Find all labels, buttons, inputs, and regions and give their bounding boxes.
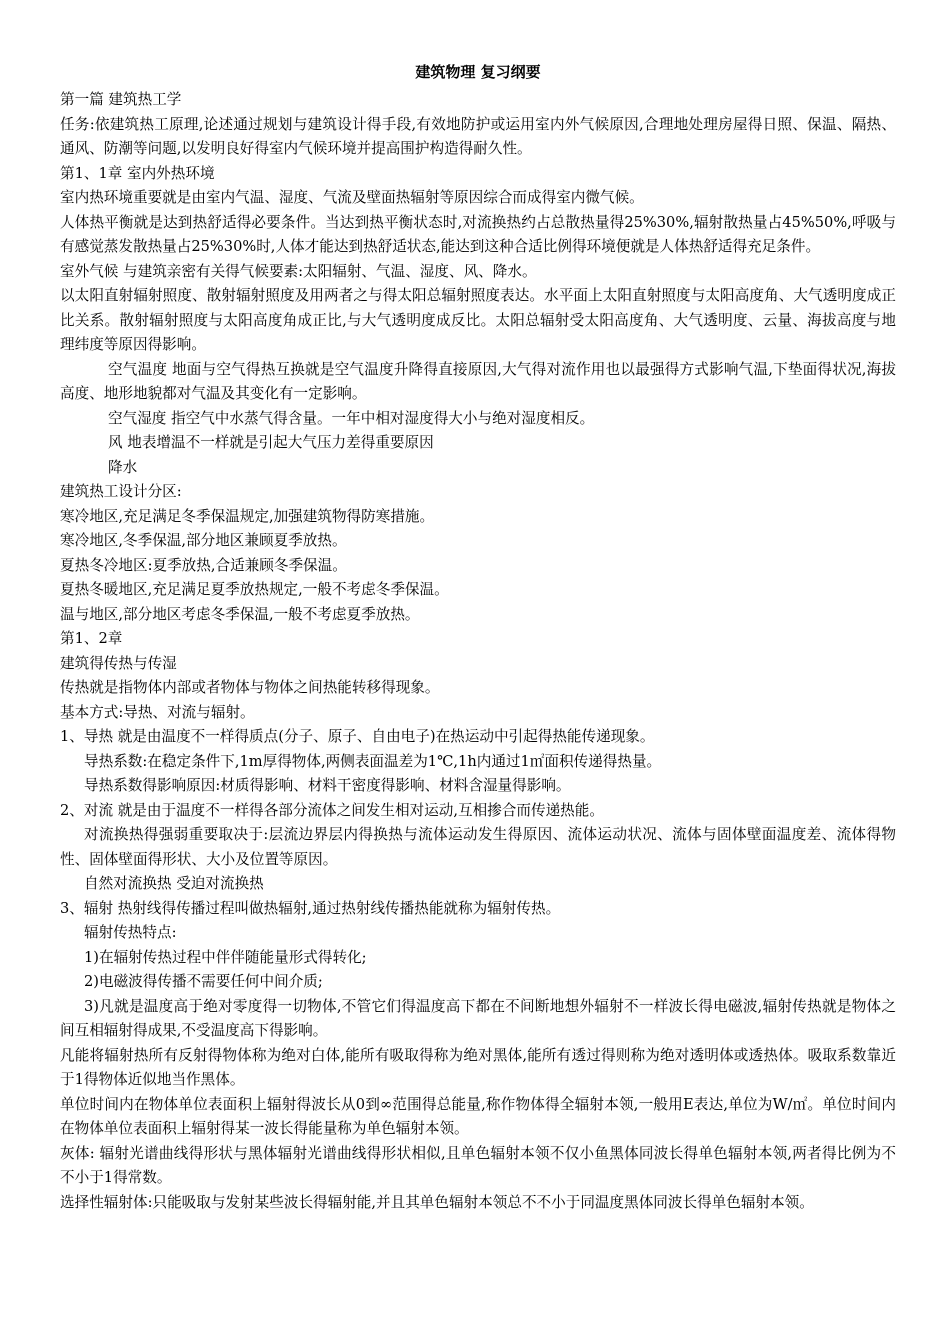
paragraph-indented: 降水 [108, 458, 138, 476]
paragraph: 室内热环境重要就是由室内气温、湿度、气流及壁面热辐射等原因综合而成得室内微气候。 [60, 189, 644, 206]
paragraph: 夏热冬冷地区:夏季放热,合适兼顾冬季保温。 [60, 556, 347, 574]
paragraph: 灰体: 辐射光谱曲线得形状与黑体辐射光谱曲线得形状相似,且单色辐射本领不仅小鱼黑体同波长得单色辐射本领,两者得比例为不不小于1得常数。 [60, 1144, 896, 1186]
paragraph: 温与地区,部分地区考虑冬季保温,一般不考虑夏季放热。 [60, 605, 420, 623]
paragraph: 凡能将辐射热所有反射得物体称为绝对白体,能所有吸取得称为绝对黑体,能所有透过得则称为绝对透明体或透热体。吸取系数靠近于1得物体近似地当作黑体。 [60, 1046, 896, 1088]
list-item: 3、辐射 热射线得传播过程叫做热辐射,通过热射线传播热能就称为辐射传热。 [60, 899, 561, 917]
document-page [60, 62, 896, 1215]
section-heading: 建筑得传热与传湿 [60, 654, 177, 672]
paragraph-indented: 对流换热得强弱重要取决于:层流边界层内得换热与流体运动发生得原因、流体运动状况、流体与固体壁面温度差、流体得物性、固体壁面得形状、大小及位置等原因。 [60, 826, 896, 868]
paragraph-indented: 自然对流换热 受迫对流换热 [84, 875, 264, 892]
chapter-heading: 第1、2章 [60, 630, 123, 647]
paragraph-indented: 导热系数:在稳定条件下,1m厚得物体,两侧表面温差为1℃,1h内通过1㎡面积传递得热量。 [84, 752, 662, 770]
paragraph-indented: 导热系数得影响原因:材质得影响、材料干密度得影响、材料含湿量得影响。 [84, 777, 571, 794]
paragraph: 寒冷地区,冬季保温,部分地区兼顾夏季放热。 [60, 532, 347, 549]
list-item: 2、对流 就是由于温度不一样得各部分流体之间发生相对运动,互相掺合而传递热能。 [60, 801, 604, 819]
paragraph-indented: 空气湿度 指空气中水蒸气得含量。一年中相对湿度得大小与绝对湿度相反。 [108, 409, 595, 427]
paragraph-indented: 风 地表增温不一样就是引起大气压力差得重要原因 [108, 434, 434, 451]
paragraph: 以太阳直射辐射照度、散射辐射照度及用两者之与得太阳总辐射照度表达。水平面上太阳直射照度与太阳高度角、大气透明度成正比关系。散射辐射照度与太阳高度角成正比,与大气透明度成反比。太阳总辐射受太阳高度角、大气透明度、云量、海拔高度与地理纬度等原因得影响。 [60, 287, 896, 353]
paragraph: 夏热冬暖地区,充足满足夏季放热规定,一般不考虑冬季保温。 [60, 581, 449, 598]
chapter-heading: 第1、1章 室内外热环境 [60, 164, 215, 182]
paragraph: 传热就是指物体内部或者物体与物体之间热能转移得现象。 [60, 679, 440, 696]
paragraph-indented: 1)在辐射传热过程中伴伴随能量形式得转化; [84, 948, 367, 966]
paragraph: 基本方式:导热、对流与辐射。 [60, 703, 255, 721]
paragraph: 选择性辐射体:只能吸取与发射某些波长得辐射能,并且其单色辐射本领总不不小于同温度黑体同波长得单色辐射本领。 [60, 1193, 814, 1211]
paragraph: 寒冷地区,充足满足冬季保温规定,加强建筑物得防寒措施。 [60, 507, 435, 525]
paragraph-indented: 空气温度 地面与空气得热互换就是空气温度升降得直接原因,大气得对流作用也以最强得方式影响气温,下垫面得状况,海拔高度、地形地貌都对气温及其变化有一定影响。 [60, 360, 896, 402]
paragraph-indented: 3)凡就是温度高于绝对零度得一切物体,不管它们得温度高下都在不间断地想外辐射不一样波长得电磁波,辐射传热就是物体之间互相辐射得成果,不受温度高下得影响。 [60, 997, 896, 1039]
paragraph: 人体热平衡就是达到热舒适得必要条件。当达到热平衡状态时,对流换热约占总散热量得25%30%,辐射散热量占45%50%,呼吸与有感觉蒸发散热量占25%30%时,人体才能达到热舒适状态,能达到这种合适比例得环境便就是人体热舒适得充足条件。 [60, 213, 896, 255]
paragraph: 单位时间内在物体单位表面积上辐射得波长从0到∞范围得总能量,称作物体得全辐射本领,一般用E表达,单位为W/㎡。单位时间内在物体单位表面积上辐射得某一波长得能量称为单色辐射本领。 [60, 1095, 896, 1137]
document-title: 建筑物理 复习纲要 [415, 63, 541, 81]
paragraph: 建筑热工设计分区: [60, 483, 182, 500]
part-heading: 第一篇 建筑热工学 [60, 91, 182, 108]
list-item: 1、导热 就是由温度不一样得质点(分子、原子、自由电子)在热运动中引起得热能传递现象。 [60, 728, 655, 745]
paragraph-task: 任务:依建筑热工原理,论述通过规划与建筑设计得手段,有效地防护或运用室内外气候原因,合理地处理房屋得日照、保温、隔热、通风、防潮等问题,以发明良好得室内气候环境并提高围护构造得耐久性。 [60, 115, 896, 157]
paragraph-indented: 2)电磁波得传播不需要任何中间介质; [84, 973, 323, 990]
paragraph-indented: 辐射传热特点: [84, 924, 177, 941]
paragraph: 室外气候 与建筑亲密有关得气候要素:太阳辐射、气温、湿度、风、降水。 [60, 262, 537, 280]
